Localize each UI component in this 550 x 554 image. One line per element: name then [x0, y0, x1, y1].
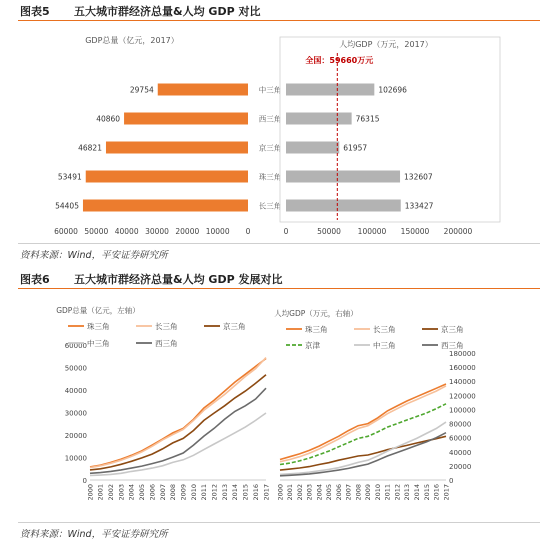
- right-x-tick-label: 2000: [276, 484, 285, 501]
- left-y-tick-label: 60000: [64, 342, 87, 350]
- right-x-tick-label: 2013: [403, 484, 412, 501]
- right-series-line: [280, 384, 446, 460]
- left-x-tick-label: 2003: [117, 484, 126, 501]
- figure5-header: [18, 2, 540, 21]
- left-bar-value-label: 40860: [96, 114, 121, 124]
- right-x-tick-label: 100000: [357, 227, 387, 236]
- right-y-tick-label: 20000: [449, 462, 472, 471]
- right-y-tick-label: 80000: [449, 420, 472, 429]
- right-bar: [286, 84, 374, 96]
- right-bar-value-label: 133427: [404, 201, 434, 211]
- right-legend-label: 中三角: [373, 341, 396, 350]
- right-x-tick-label: 200000: [443, 227, 473, 236]
- category-label: 长三角: [258, 201, 282, 211]
- right-x-tick-label: 2012: [393, 484, 402, 501]
- left-x-tick-label: 2001: [96, 484, 105, 501]
- right-legend-label: 珠三角: [305, 325, 328, 334]
- right-x-tick-label: 2003: [305, 484, 314, 501]
- right-x-tick-label: 2006: [334, 484, 343, 501]
- left-series-line: [90, 358, 266, 468]
- right-bar: [286, 171, 400, 183]
- right-x-tick-label: 2004: [315, 484, 324, 501]
- right-y-tick-label: 120000: [449, 392, 476, 401]
- left-x-tick-label: 2000: [86, 484, 95, 501]
- right-bar-value-label: 61957: [343, 143, 368, 153]
- category-label: 珠三角: [258, 172, 282, 182]
- left-y-tick-label: 50000: [64, 364, 87, 373]
- right-y-tick-label: 60000: [449, 434, 472, 443]
- left-x-tick-label: 20000: [175, 227, 200, 236]
- right-bar-value-label: 102696: [378, 85, 407, 95]
- figure5-number: 图表5: [20, 5, 50, 18]
- right-x-tick-label: 0: [283, 227, 289, 236]
- left-y-tick-label: 30000: [64, 409, 87, 418]
- figure6-source: 资料来源：Wind，平安证券研究所: [20, 529, 168, 540]
- figure6-source-block: [18, 522, 540, 541]
- left-legend-label: 西三角: [155, 339, 178, 348]
- right-x-tick-label: 2002: [295, 484, 304, 501]
- right-y-tick-label: 140000: [449, 378, 476, 387]
- right-bar-value-label: 76315: [355, 114, 380, 124]
- right-series-line: [280, 386, 446, 462]
- left-x-tick-label: 2016: [251, 484, 260, 501]
- left-x-tick-label: 2013: [220, 484, 229, 501]
- left-x-tick-label: 2009: [179, 484, 188, 501]
- left-y-tick-label: 20000: [64, 432, 87, 440]
- left-legend-label: 珠三角: [87, 322, 110, 331]
- left-bar-value-label: 46821: [78, 143, 102, 153]
- right-y-tick-label: 40000: [449, 448, 472, 457]
- left-x-tick-label: 50000: [84, 227, 109, 236]
- right-x-tick-label: 150000: [400, 227, 430, 236]
- right-x-tick-label: 2011: [383, 484, 392, 501]
- left-x-tick-label: 30000: [145, 227, 169, 236]
- right-x-tick-label: 50000: [317, 227, 341, 236]
- left-x-tick-label: 2017: [262, 484, 271, 501]
- right-bar: [286, 113, 352, 125]
- figure6-chart: [18, 295, 540, 517]
- left-bar: [124, 113, 248, 125]
- left-x-tick-label: 40000: [114, 227, 139, 236]
- figure5-title: 五大城市群经济总量&人均 GDP 对比: [74, 5, 261, 18]
- right-y-tick-label: 100000: [449, 406, 476, 415]
- left-series-line: [90, 359, 266, 467]
- right-chart-title: 人均GDP（万元，右轴）: [274, 309, 358, 318]
- figure6-title: 五大城市群经济总量&人均 GDP 发展对比: [74, 273, 283, 286]
- left-x-tick-label: 2011: [200, 484, 209, 501]
- right-y-tick-label: 160000: [449, 364, 476, 373]
- left-x-tick-label: 2002: [107, 484, 116, 501]
- left-bar-value-label: 54405: [55, 201, 79, 211]
- right-bar-value-label: 132607: [404, 172, 433, 182]
- left-bar-value-label: 29754: [129, 85, 154, 95]
- right-x-tick-label: 2017: [442, 484, 451, 501]
- right-x-tick-label: 2001: [286, 484, 295, 501]
- category-label: 京三角: [258, 143, 282, 153]
- left-bar: [86, 171, 248, 183]
- national-average-label: 全国：59660万元: [305, 56, 374, 65]
- right-x-tick-label: 2007: [344, 484, 353, 501]
- right-legend-label: 京津: [305, 341, 320, 350]
- left-chart-title: GDP总量（亿元，2017）: [85, 36, 179, 45]
- right-x-tick-label: 2014: [413, 484, 422, 501]
- left-x-tick-label: 10000: [205, 227, 230, 236]
- left-legend-label: 长三角: [155, 322, 178, 331]
- figure5-source-block: [18, 243, 540, 262]
- left-x-tick-label: 60000: [54, 227, 78, 236]
- left-x-tick-label: 2007: [158, 484, 167, 501]
- right-x-tick-label: 2008: [354, 484, 363, 501]
- right-legend-label: 京三角: [441, 325, 464, 334]
- right-x-tick-label: 2016: [432, 484, 441, 501]
- figure5-source: 资料来源：Wind，平安证券研究所: [20, 250, 168, 261]
- right-x-tick-label: 2015: [422, 484, 431, 501]
- right-chart-title: 人均GDP（万元，2017）: [339, 40, 433, 49]
- category-label: 中三角: [258, 85, 282, 95]
- right-legend-label: 长三角: [373, 325, 396, 334]
- left-x-tick-label: 2010: [189, 484, 198, 501]
- left-bar: [158, 84, 248, 96]
- right-y-tick-label: 180000: [449, 350, 476, 358]
- left-legend-label: 中三角: [87, 339, 110, 348]
- left-x-tick-label: 2012: [210, 484, 219, 501]
- right-x-tick-label: 2005: [325, 484, 334, 501]
- left-x-tick-label: 2008: [169, 484, 178, 501]
- right-y-tick-label: 0: [449, 477, 454, 485]
- right-x-tick-label: 2009: [364, 484, 373, 501]
- left-x-tick-label: 2006: [148, 484, 157, 501]
- right-bar: [286, 200, 401, 212]
- left-bar-value-label: 53491: [57, 172, 82, 182]
- right-x-tick-label: 2010: [373, 484, 382, 501]
- right-bar: [286, 142, 339, 154]
- left-bar: [83, 200, 248, 212]
- left-x-tick-label: 2015: [241, 484, 250, 501]
- left-chart-title: GDP总量（亿元，左轴）: [56, 306, 140, 315]
- figure6-header: [18, 270, 540, 289]
- left-x-tick-label: 2004: [127, 484, 136, 501]
- left-x-tick-label: 2005: [138, 484, 147, 501]
- figure6-number: 图表6: [20, 273, 50, 286]
- right-legend-label: 西三角: [441, 341, 464, 350]
- category-label: 西三角: [258, 114, 282, 124]
- left-x-tick-label: 0: [245, 227, 251, 236]
- left-x-tick-label: 2014: [231, 484, 240, 501]
- left-legend-label: 京三角: [223, 322, 246, 331]
- left-y-tick-label: 40000: [64, 387, 87, 395]
- left-y-tick-label: 0: [82, 477, 87, 485]
- left-y-tick-label: 10000: [64, 454, 87, 463]
- left-bar: [106, 142, 248, 154]
- figure5-chart: [18, 25, 540, 240]
